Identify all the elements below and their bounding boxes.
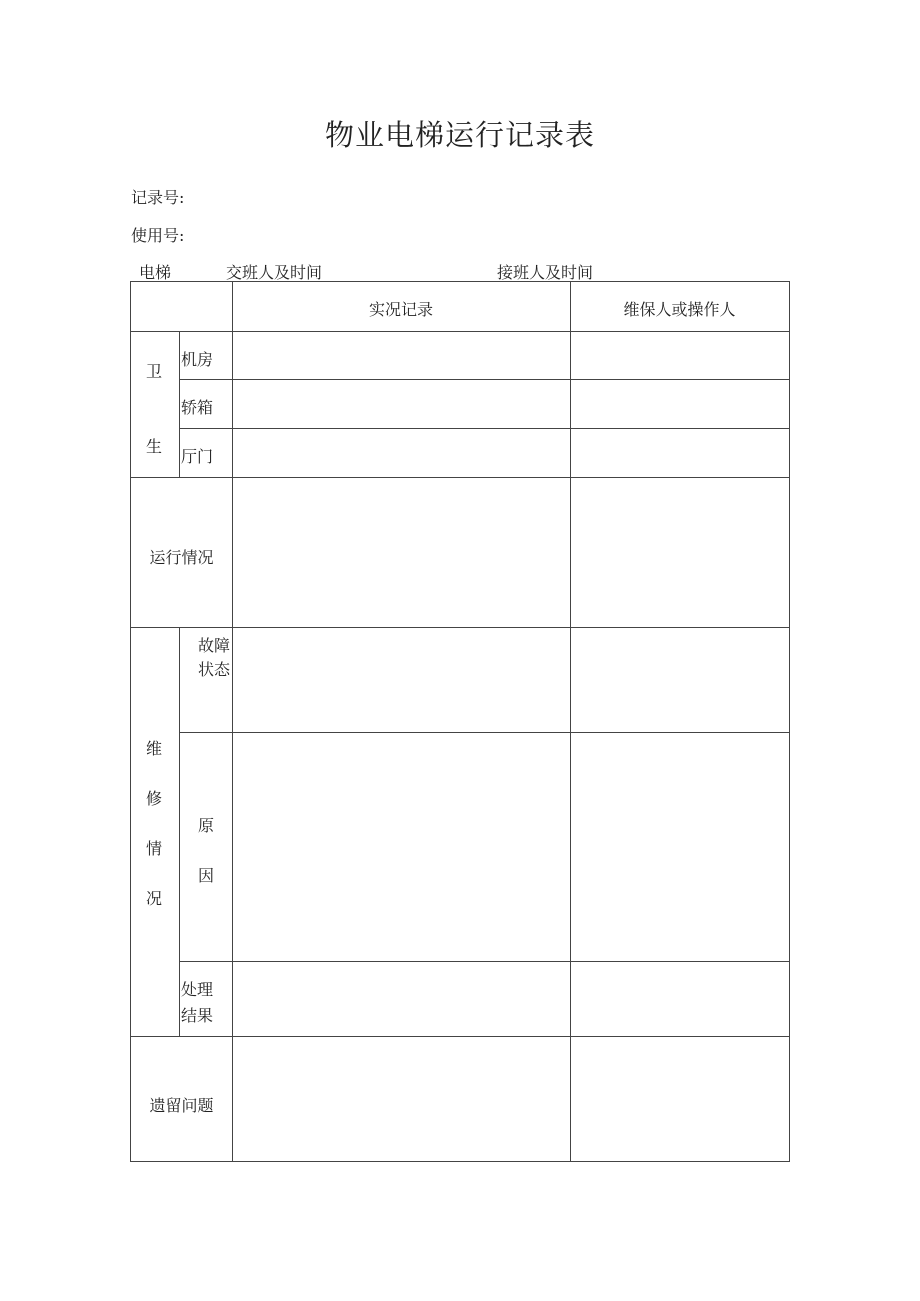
row-label-cause-char: 因 — [198, 866, 215, 885]
row-divider — [179, 428, 789, 429]
row-label-status: 状态 — [198, 660, 231, 679]
row-label-machine-room: 机房 — [181, 350, 214, 369]
row-label-cause-char: 原 — [198, 816, 215, 835]
handover-label: 交班人及时间 — [226, 263, 323, 282]
maintenance-group-char: 维 — [146, 739, 163, 758]
row-label-result: 结果 — [181, 1006, 214, 1025]
column-divider — [179, 628, 180, 1037]
hygiene-group-char: 卫 — [146, 362, 163, 381]
row-label-operation: 运行情况 — [149, 548, 214, 567]
maintenance-group-char: 情 — [146, 839, 163, 858]
takeover-label: 接班人及时间 — [497, 263, 594, 282]
row-divider — [131, 477, 789, 478]
usage-number-label: 使用号: — [131, 226, 185, 245]
maintenance-group-char: 修 — [146, 789, 163, 808]
row-divider — [131, 627, 789, 628]
column-divider — [179, 332, 180, 478]
page-title: 物业电梯运行记录表 — [324, 118, 595, 152]
row-label-car: 轿箱 — [181, 398, 214, 417]
hygiene-group-char: 生 — [146, 437, 163, 456]
elevator-label: 电梯 — [139, 263, 172, 282]
row-label-leftover: 遗留问题 — [149, 1096, 214, 1115]
elevator-record-table — [130, 281, 790, 1162]
row-label-handle: 处理 — [181, 980, 214, 999]
column-divider — [570, 282, 571, 1161]
record-number-label: 记录号: — [131, 188, 185, 207]
row-divider — [179, 379, 789, 380]
row-label-fault: 故障 — [198, 636, 231, 655]
row-divider — [179, 961, 789, 962]
header-operator: 维保人或操作人 — [623, 300, 736, 319]
row-divider — [131, 331, 789, 332]
maintenance-group-char: 况 — [146, 889, 163, 908]
header-record: 实况记录 — [368, 300, 433, 319]
row-divider — [131, 1036, 789, 1037]
row-divider — [179, 732, 789, 733]
column-divider — [232, 282, 233, 1161]
row-label-hall-door: 厅门 — [181, 447, 214, 466]
